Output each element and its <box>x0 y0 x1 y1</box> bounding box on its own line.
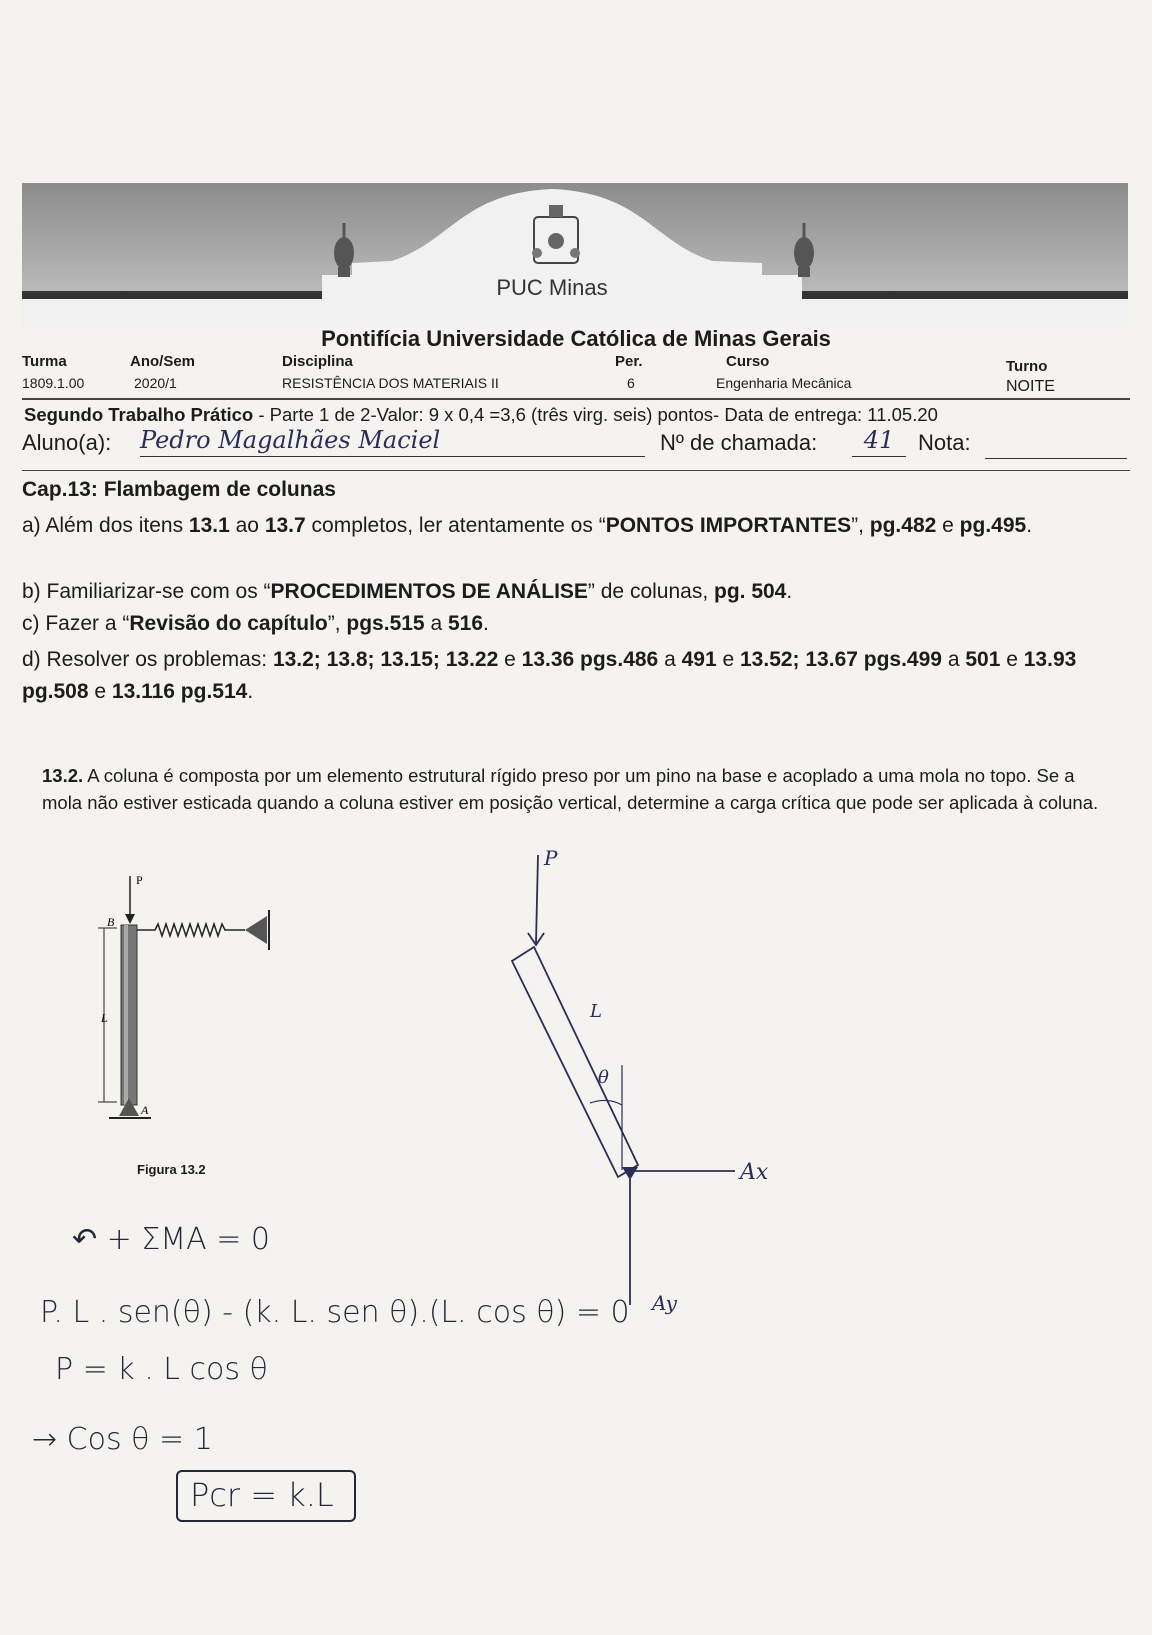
periodo-value: 6 <box>627 375 635 391</box>
turma-value: 1809.1.00 <box>22 375 85 391</box>
fig-label-l: L <box>101 1011 108 1025</box>
figure-13-2 <box>95 870 305 1140</box>
figure-caption: Figura 13.2 <box>137 1162 206 1177</box>
disciplina-value: RESISTÊNCIA DOS MATERIAIS II <box>282 375 499 391</box>
call-number: 41 <box>852 426 906 457</box>
equation-1: P. L . sen(θ) - (k. L. sen θ).(L. cos θ) = 0 <box>40 1295 630 1330</box>
turma-label: Turma <box>22 353 67 370</box>
item-a: a) Além dos itens 13.1 ao 13.7 completos, ler atentamente os “PONTOS IMPORTANTES”, pg.482 e pg.495. <box>22 514 1033 537</box>
free-body-sketch <box>500 835 820 1315</box>
university-banner <box>22 183 1128 328</box>
equation-2: P = k . L cos θ <box>55 1352 268 1387</box>
item-c: c) Fazer a “Revisão do capítulo”, pgs.515 a 516. <box>22 612 489 635</box>
assignment-line <box>24 404 938 426</box>
student-name: Pedro Magalhães Maciel <box>140 426 645 457</box>
student-label: Aluno(a): <box>22 430 112 455</box>
assignment-title: Segundo Trabalho Prático <box>24 404 254 425</box>
university-name: Pontifícia Universidade Católica de Minas Gerais <box>321 326 831 351</box>
result-box: Pcr = k.L <box>176 1470 356 1522</box>
logo-text: PUC Minas <box>496 275 608 300</box>
sketch-label-l: L <box>590 1001 602 1022</box>
student-divider <box>22 470 1130 471</box>
wall-support <box>245 916 267 944</box>
sketch-label-theta: θ <box>598 1067 609 1088</box>
problem-number: 13.2. <box>42 765 84 786</box>
item-d: d) Resolver os problemas: 13.2; 13.8; 13.15; 13.22 e 13.36 pgs.486 a 491 e 13.52; 13.67 pgs.499 a 501 e 13.93 pg.508 e 13.116 pg.514. <box>22 648 1077 703</box>
assignment-details: - Parte 1 de 2-Valor: 9 x 0,4 =3,6 (três virg. seis) pontos- Data de entrega: 11.05.20 <box>253 404 938 425</box>
banner-graphic <box>22 183 1128 328</box>
disciplina-label: Disciplina <box>282 353 353 370</box>
sketch-load-arrow <box>536 855 538 943</box>
header-divider <box>22 398 1130 400</box>
chapter-title: Cap.13: Flambagem de colunas <box>22 478 336 501</box>
sketch-label-p: P <box>544 846 558 870</box>
sketch-label-ax: Ax <box>740 1160 769 1185</box>
item-b: b) Familiarizar-se com os “PROCEDIMENTOS DE ANÁLISE” de colunas, pg. 504. <box>22 580 793 603</box>
periodo-label: Per. <box>615 353 643 370</box>
turno-label: Turno <box>1006 358 1048 375</box>
curso-value: Engenharia Mecânica <box>716 375 852 391</box>
anosem-label: Ano/Sem <box>130 353 196 370</box>
student-line <box>22 430 111 456</box>
sketch-label-ay: Ay <box>652 1291 677 1315</box>
column-member <box>121 925 137 1105</box>
problem-statement <box>42 762 1102 816</box>
fig-label-p: P <box>136 873 143 887</box>
moment-equation: ↶ + ΣMA = 0 <box>72 1222 271 1257</box>
fig-label-a: A <box>141 1103 149 1117</box>
grade-label: Nota: <box>918 430 971 455</box>
call-number-label: Nº de chamada: <box>660 430 818 455</box>
grade-field <box>985 458 1127 459</box>
fig-label-b: B <box>107 915 115 929</box>
spring <box>137 924 245 936</box>
curso-label: Curso <box>726 353 770 370</box>
anosem-value: 2020/1 <box>134 375 177 391</box>
turno-value: NOITE <box>1006 378 1055 395</box>
problem-text: A coluna é composta por um elemento estrutural rígido preso por um pino na base e acoplado a uma mola no topo. Se a mola não estiver esticada quando a coluna estiver em posição vertical, determine a carga crítica que pode ser aplicada à coluna. <box>42 765 1099 813</box>
sketch-column <box>512 947 638 1177</box>
equation-3: → Cos θ = 1 <box>32 1422 213 1457</box>
